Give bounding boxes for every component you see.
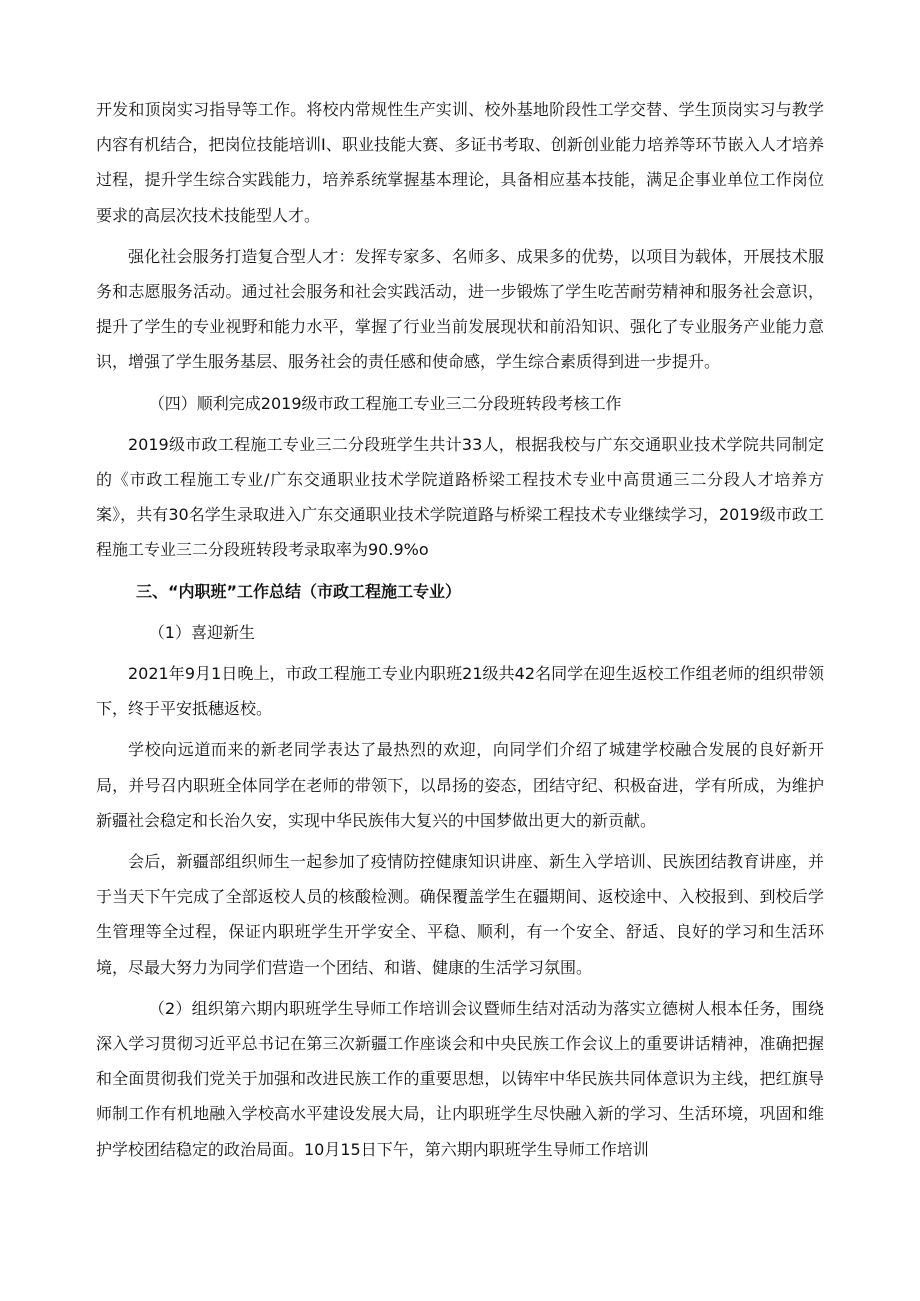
subheading-welcome-freshmen: （1）喜迎新生 (148, 622, 255, 642)
paragraph-practice-continuation: 开发和顶岗实习指导等工作。将校内常规性生产实训、校外基地阶段性工学交替、学生顶岗实习与教学内容有机结合，把岗位技能培训Ⅰ、职业技能大赛、多证书考取、创新创业能力培养等环节嵌入人才培养过程，提升学生综合实践能力，培养系统掌握基本理论，具备相应基本技能，满足企事业单位工作岗位要求的高层次技术技能型人才。 (96, 100, 824, 225)
paragraph-social-service: 强化社会服务打造复合型人才：发挥专家多、名师多、成果多的优势，以项目为载体，开展技术服务和志愿服务活动。通过社会服务和社会实践活动，进一步锻炼了学生吃苦耐劳精神和服务社会意识，提升了学生的专业视野和能力水平，掌握了行业当前发展现状和前沿知识、强化了专业服务产业能力意识，增强了学生服务基层、服务社会的责任感和使命感，学生综合素质得到进一步提升。 (96, 246, 824, 372)
paragraph-transfer-result: 2019级市政工程施工专业三二分段班学生共计33人，根据我校与广东交通职业技术学院共同制定的《市政工程施工专业/广东交通职业技术学院道路桥梁工程技术专业中高贯通三二分段人才培养方案》，共有30名学生录取进入广东交通职业技术学院道路与桥梁工程技术专业继续学习，2019级市政工程施工专业三二分段班转段考录取率为90.9%o (96, 434, 824, 560)
paragraph-mentor-training: （2）组织第六期内职班学生导师工作培训会议暨师生结对活动为落实立德树人根本任务，围绕深入学习贯彻习近平总书记在第三次新疆工作座谈会和中央民族工作会议上的重要讲话精神，准确把握和全面贯彻我们党关于加强和改进民族工作的重要思想，以铸牢中华民族共同体意识为主线，把红旗导师制工作有机地融入学校高水平建设发展大局，让内职班学生尽快融入新的学习、生活环境，巩固和维护学校团结稳定的政治局面。10月15日下午，第六期内职班学生导师工作培训 (96, 998, 824, 1159)
paragraph-after-meeting: 会后，新疆部组织师生一起参加了疫情防控健康知识讲座、新生入学培训、民族团结教育讲座，并于当天下午完成了全部返校人员的核酸检测。确保覆盖学生在疆期间、返校途中、入校报到、到校后学生管理等全过程，保证内职班学生开学安全、平稳、顺利，有一个安全、舒适、良好的学习和生活环境，尽最大努力为同学们营造一个团结、和谐、健康的生活学习氛围。 (96, 852, 824, 977)
paragraph-arrival: 2021年9月1日晚上，市政工程施工专业内职班21级共42名同学在迎生返校工作组老师的组织带领下，终于平安抵穗返校。 (96, 664, 824, 719)
section-heading-inland-class: 三、“内职班”工作总结（市政工程施工专业） (136, 581, 462, 601)
subheading-transfer-assessment: （四）顺利完成2019级市政工程施工专业三二分段班转段考核工作 (148, 393, 622, 413)
paragraph-welcome-speech: 学校向远道而来的新老同学表达了最热烈的欢迎，向同学们介绍了城建学校融合发展的良好新开局，并号召内职班全体同学在老师的带领下，以昂扬的姿态，团结守纪、积极奋进，学有所成，为维护新疆社会稳定和长治久安，实现中华民族伟大复兴的中国梦做出更大的新贡献。 (96, 740, 824, 830)
